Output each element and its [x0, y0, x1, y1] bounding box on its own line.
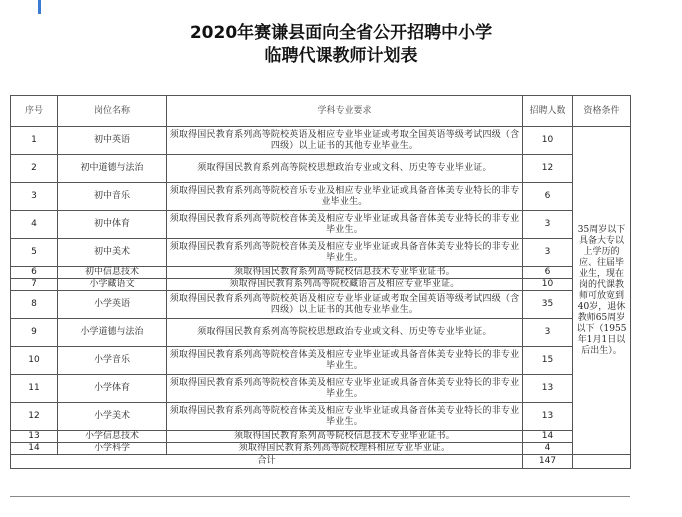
total-row — [11, 455, 631, 469]
row-count: 10 — [523, 127, 573, 155]
row-seq: 14 — [11, 443, 58, 455]
row-count: 6 — [523, 183, 573, 211]
row-position: 小学科学 — [58, 443, 167, 455]
row-count: 6 — [523, 267, 573, 279]
title-line-1: 2020年赛谦县面向全省公开招聘中小学 — [189, 23, 493, 43]
row-position: 小学音乐 — [58, 347, 167, 375]
document-title — [0, 22, 682, 68]
table-row — [11, 183, 631, 211]
table-row — [11, 347, 631, 375]
row-requirement: 须取得国民教育系列高等院校理科相应专业毕业证。 — [167, 443, 523, 455]
table-row — [11, 239, 631, 267]
row-requirement: 须取得国民教育系列高等院校信息技术专业毕业证书。 — [167, 431, 523, 443]
row-count: 15 — [523, 347, 573, 375]
row-requirement: 须取得国民教育系列高等院校信息技术专业毕业证书。 — [167, 267, 523, 279]
header-requirement: 学科专业要求 — [167, 96, 523, 127]
row-count: 10 — [523, 279, 573, 291]
table-row — [11, 319, 631, 347]
table-row — [11, 403, 631, 431]
row-requirement: 须取得国民教育系列高等院校英语及相应专业毕业证或考取全国英语等级考试四级（含四级）以上证书的其他专业毕业生。 — [167, 127, 523, 155]
row-requirement: 须取得国民教育系列高等院校音乐专业及相应专业毕业证或具备音体美专业特长的非专业毕业生。 — [167, 183, 523, 211]
row-requirement: 须取得国民教育系列高等院校音体美及相应专业毕业证或具备音体美专业特长的非专业毕业生。 — [167, 239, 523, 267]
row-seq: 13 — [11, 431, 58, 443]
row-requirement: 须取得国民教育系列高等院校音体美及相应专业毕业证或具备音体美专业特长的非专业毕业生。 — [167, 347, 523, 375]
row-count: 3 — [523, 319, 573, 347]
row-requirement: 须取得国民教育系列高等院校思想政治专业或文科、历史等专业毕业证。 — [167, 319, 523, 347]
table-row — [11, 279, 631, 291]
row-seq: 3 — [11, 183, 58, 211]
row-requirement: 须取得国民教育系列高等院校藏语言及相应专业毕业证。 — [167, 279, 523, 291]
row-count: 3 — [523, 211, 573, 239]
row-requirement: 须取得国民教育系列高等院校音体美及相应专业毕业证或具备音体美专业特长的非专业毕业生。 — [167, 403, 523, 431]
table-row — [11, 431, 631, 443]
row-seq: 8 — [11, 291, 58, 319]
row-seq: 1 — [11, 127, 58, 155]
row-seq: 9 — [11, 319, 58, 347]
row-requirement: 须取得国民教育系列高等院校思想政治专业或文科、历史等专业毕业证。 — [167, 155, 523, 183]
corner-accent-mark — [38, 0, 41, 14]
row-count: 4 — [523, 443, 573, 455]
row-count: 13 — [523, 375, 573, 403]
total-condition-empty — [573, 455, 631, 469]
row-seq: 10 — [11, 347, 58, 375]
row-requirement: 须取得国民教育系列高等院校音体美及相应专业毕业证或具备音体美专业特长的非专业毕业生。 — [167, 375, 523, 403]
total-label: 合计 — [11, 455, 523, 469]
row-position: 初中美术 — [58, 239, 167, 267]
header-count: 招聘人数 — [523, 96, 573, 127]
row-position: 初中道德与法治 — [58, 155, 167, 183]
condition-cell: 35周岁以下具备大专以上学历的应、往届毕业生，现在岗的代课教师可放宽到40岁，退休教师65周岁以下（1955年1月1日以后出生）。 — [573, 127, 631, 455]
row-count: 3 — [523, 239, 573, 267]
row-position: 初中信息技术 — [58, 267, 167, 279]
header-seq: 序号 — [11, 96, 58, 127]
row-position: 初中英语 — [58, 127, 167, 155]
recruitment-plan-table — [10, 95, 631, 469]
table-header-row — [11, 96, 631, 127]
row-position: 小学体育 — [58, 375, 167, 403]
table-row — [11, 127, 631, 155]
row-count: 13 — [523, 403, 573, 431]
total-count: 147 — [523, 455, 573, 469]
row-position: 初中音乐 — [58, 183, 167, 211]
table-row — [11, 443, 631, 455]
table-row — [11, 267, 631, 279]
table-row — [11, 211, 631, 239]
row-seq: 4 — [11, 211, 58, 239]
row-count: 14 — [523, 431, 573, 443]
row-seq: 12 — [11, 403, 58, 431]
row-position: 初中体育 — [58, 211, 167, 239]
row-seq: 11 — [11, 375, 58, 403]
table-row — [11, 291, 631, 319]
row-requirement: 须取得国民教育系列高等院校音体美及相应专业毕业证或具备音体美专业特长的非专业毕业生。 — [167, 211, 523, 239]
row-seq: 2 — [11, 155, 58, 183]
row-position: 小学美术 — [58, 403, 167, 431]
table-row — [11, 155, 631, 183]
row-seq: 6 — [11, 267, 58, 279]
page-bottom-rule — [10, 496, 630, 497]
title-line-2: 临聘代课教师计划表 — [264, 46, 418, 66]
row-count: 12 — [523, 155, 573, 183]
row-position: 小学藏语文 — [58, 279, 167, 291]
row-count: 35 — [523, 291, 573, 319]
row-position: 小学道德与法治 — [58, 319, 167, 347]
row-position: 小学信息技术 — [58, 431, 167, 443]
table-row — [11, 375, 631, 403]
row-position: 小学英语 — [58, 291, 167, 319]
row-seq: 7 — [11, 279, 58, 291]
row-requirement: 须取得国民教育系列高等院校英语及相应专业毕业证或考取全国英语等级考试四级（含四级）以上证书的其他专业毕业生。 — [167, 291, 523, 319]
header-position: 岗位名称 — [58, 96, 167, 127]
header-condition: 资格条件 — [573, 96, 631, 127]
row-seq: 5 — [11, 239, 58, 267]
